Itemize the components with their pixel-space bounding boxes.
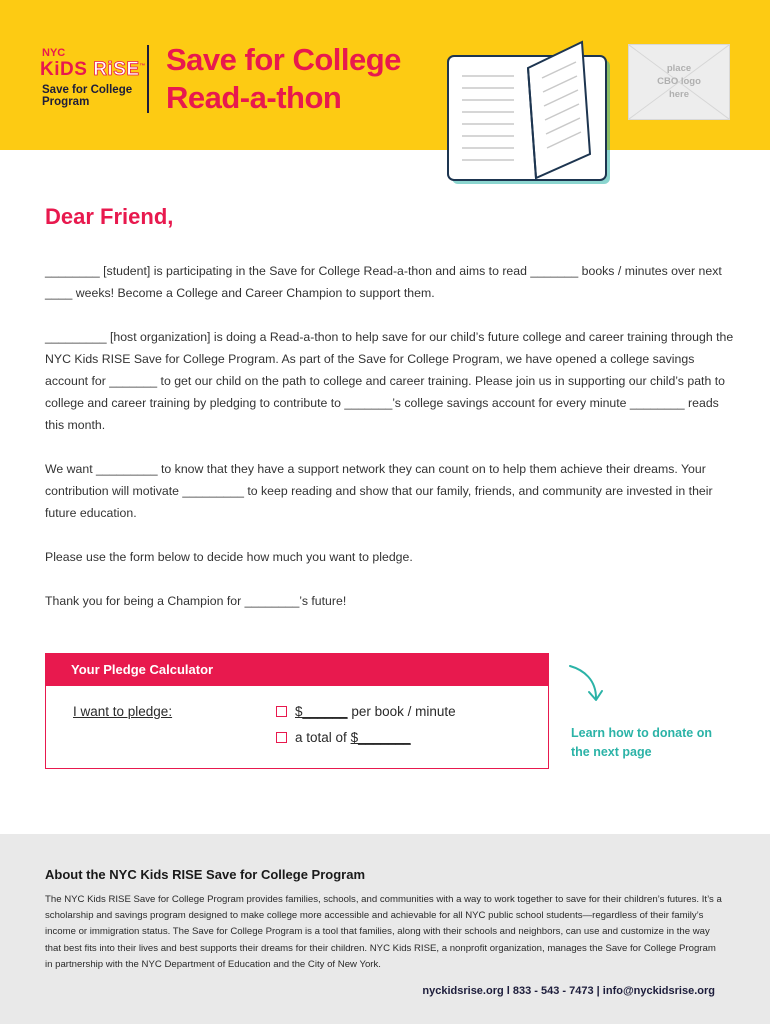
logo-divider — [147, 45, 149, 113]
letter-paragraph-2: _________ [host organization] is doing a Read-a-thon to help save for our child’s future college and career training through the NYC Kids RISE Save for College Program. As part of the Save for College Program, we have opened a college savings account for _______ to get our child on the path to college and career training. Please join us in supporting our child’s path to college and career training by pledging to contribute to _______’s college savings account for every minute ________ reads this month. — [45, 330, 734, 432]
logo-subtitle: Save for College Program — [42, 84, 133, 108]
per-unit-amount: $______ — [295, 704, 348, 719]
letter-paragraph-5: Thank you for being a Champion for ________’s future! — [45, 594, 347, 608]
total-amount: $_______ — [350, 730, 411, 745]
curved-arrow-icon — [566, 662, 606, 708]
logo-nyc-text: NYC — [42, 47, 66, 59]
letter-paragraph-4: Please use the form below to decide how much you want to pledge. — [45, 550, 413, 564]
open-book-icon — [444, 38, 612, 186]
greeting: Dear Friend, — [45, 204, 174, 229]
contact-info: nyckidsrise.org l 833 - 543 - 7473 | info@nyckidsrise.org — [422, 985, 715, 997]
about-section — [0, 834, 770, 1024]
about-title: About the NYC Kids RISE Save for College Program — [45, 867, 365, 882]
header-banner — [0, 0, 770, 150]
page-title: Save for College Read-a-thon — [166, 42, 401, 115]
per-unit-text: per book / minute — [351, 704, 456, 719]
letter-paragraph-1: ________ [student] is participating in the Save for College Read-a-thon and aims to read _______ books / minutes over next ____ weeks! Become a College and Career Champion to support them. — [45, 264, 722, 300]
about-text: The NYC Kids RISE Save for College Program provides families, schools, and communities with a way to work together to save for their children’s futures. It’s a scholarship and savings program designed to make college more accessible and achievable for all NYC public school students—regardless of their family’s income or immigration status. The Save for College Program is a tool that families, along with their schools and neighbors, can use and customize in the way that best fits into their lives and best supports their dreams for their children. NYC Kids RISE, a nonprofit organization, manages the Save for College Program in partnership with the NYC Department of Education and the City of New York. — [45, 894, 722, 970]
logo-kids-rise-text: KiDS RiSE™ — [40, 59, 147, 80]
pledge-calculator-heading: Your Pledge Calculator — [46, 654, 548, 686]
nyc-kids-rise-logo — [40, 45, 148, 113]
letter-paragraph-3: We want _________ to know that they have a support network they can count on to help them achieve their dreams. Your contribution will motivate _________ to keep reading and show that our family, friends, and community are invested in their future education. — [45, 462, 713, 520]
learn-how-to-donate: Learn how to donate on the next page — [571, 726, 712, 759]
total-text: a total of — [295, 730, 347, 745]
pledge-calculator — [45, 653, 549, 769]
per-unit-checkbox[interactable] — [276, 706, 287, 717]
cbo-logo-placeholder — [628, 44, 730, 120]
pledge-option-total — [276, 730, 411, 745]
cbo-placeholder-text: place CBO logo here — [657, 63, 701, 100]
total-checkbox[interactable] — [276, 732, 287, 743]
pledge-option-per-unit — [276, 704, 456, 719]
pledge-label: I want to pledge: — [73, 704, 173, 719]
